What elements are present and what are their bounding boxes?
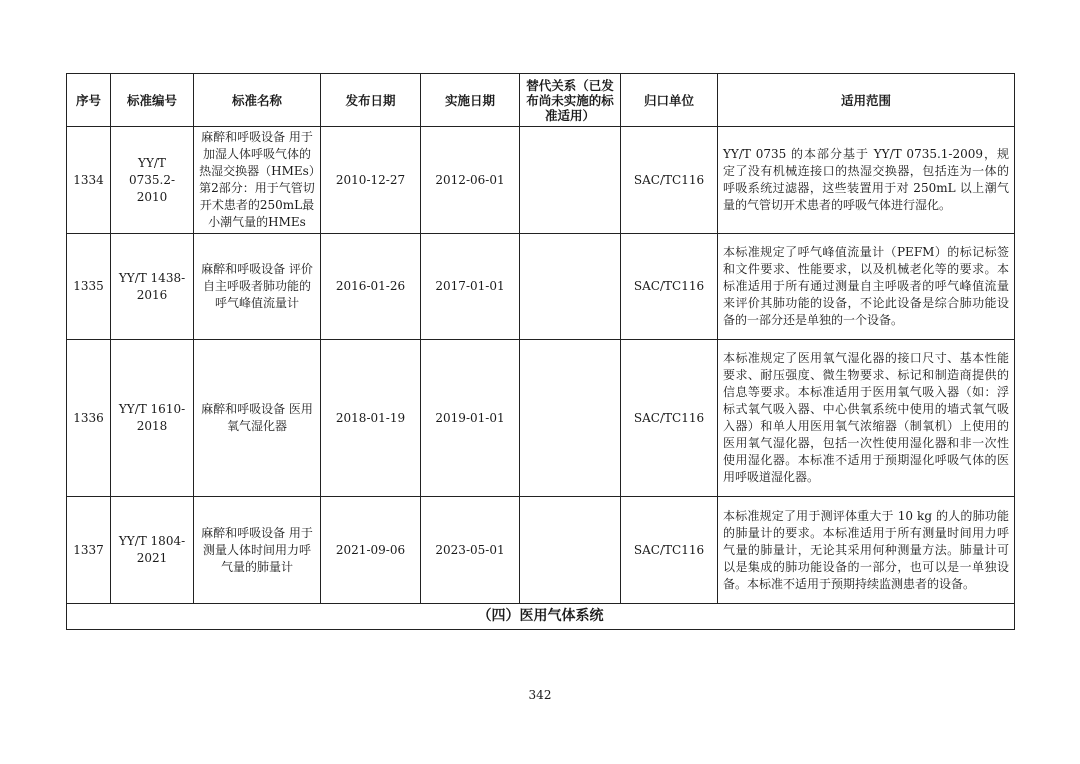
header-replaced: 替代关系（已发布尚未实施的标准适用） xyxy=(520,74,621,127)
row-code: YY/T 1610-2018 xyxy=(111,340,194,497)
row-replaced xyxy=(520,497,621,604)
row-unit: SAC/TC116 xyxy=(621,340,718,497)
row-scope: 本标准规定了医用氧气湿化器的接口尺寸、基本性能要求、耐压强度、微生物要求、标记和制造商提供的信息等要求。本标准适用于医用氧气吸入器（如：浮标式氧气吸入器、中心供氧系统中使用的墙式氧气吸入器）和单人用医用氧气浓缩器（制氧机）上使用的医用氧气湿化器，包括一次性使用湿化器和非一次性使用湿化器。本标准不适用于预期湿化呼吸气体的医用呼吸道湿化器。 xyxy=(718,340,1015,497)
page-number: 342 xyxy=(528,688,552,702)
header-published: 发布日期 xyxy=(321,74,421,127)
row-name: 麻醉和呼吸设备 医用氧气湿化器 xyxy=(194,340,321,497)
row-no: 1337 xyxy=(67,497,111,604)
row-name: 麻醉和呼吸设备 用于加湿人体呼吸气体的热湿交换器（HMEs）第2部分：用于气管切开术患者的250mL最小潮气量的HMEs xyxy=(194,127,321,234)
header-no: 序号 xyxy=(67,74,111,127)
row-unit: SAC/TC116 xyxy=(621,234,718,340)
row-name: 麻醉和呼吸设备 评价自主呼吸者肺功能的呼气峰值流量计 xyxy=(194,234,321,340)
row-effective: 2023-05-01 xyxy=(421,497,520,604)
table-row xyxy=(67,497,1015,604)
row-unit: SAC/TC116 xyxy=(621,127,718,234)
row-published: 2010-12-27 xyxy=(321,127,421,234)
row-scope: YY/T 0735 的本部分基于 YY/T 0735.1-2009，规定了没有机械连接口的热湿交换器，包括连为一体的呼吸系统过滤器，这些装置用于对 250mL 以上潮气量的气管切开术患者的呼吸气体进行湿化。 xyxy=(718,127,1015,234)
row-scope: 本标准规定了呼气峰值流量计（PEFM）的标记标签和文件要求、性能要求，以及机械老化等的要求。本标准适用于所有通过测量自主呼吸者的呼气峰值流量来评价其肺功能的设备，不论此设备是综合肺功能设备的一部分还是单独的一个设备。 xyxy=(718,234,1015,340)
row-no: 1334 xyxy=(67,127,111,234)
row-scope: 本标准规定了用于测评体重大于 10 kg 的人的肺功能的肺量计的要求。本标准适用于所有测量时间用力呼气量的肺量计，无论其采用何种测量方法。肺量计可以是集成的肺功能设备的一部分，也可以是一单独设备。本标准不适用于预期持续监测患者的设备。 xyxy=(718,497,1015,604)
row-effective: 2017-01-01 xyxy=(421,234,520,340)
row-replaced xyxy=(520,127,621,234)
header-name: 标准名称 xyxy=(194,74,321,127)
header-row xyxy=(67,74,1015,127)
row-replaced xyxy=(520,340,621,497)
row-published: 2018-01-19 xyxy=(321,340,421,497)
row-published: 2016-01-26 xyxy=(321,234,421,340)
section-title: （四）医用气体系统 xyxy=(67,604,1015,630)
row-code: YY/T 1804-2021 xyxy=(111,497,194,604)
header-effective: 实施日期 xyxy=(421,74,520,127)
standards-table xyxy=(66,73,1015,630)
section-row xyxy=(67,604,1015,630)
header-unit: 归口单位 xyxy=(621,74,718,127)
row-code: YY/T 0735.2-2010 xyxy=(111,127,194,234)
table-row xyxy=(67,127,1015,234)
row-unit: SAC/TC116 xyxy=(621,497,718,604)
row-effective: 2019-01-01 xyxy=(421,340,520,497)
table-row xyxy=(67,340,1015,497)
row-published: 2021-09-06 xyxy=(321,497,421,604)
row-name: 麻醉和呼吸设备 用于测量人体时间用力呼气量的肺量计 xyxy=(194,497,321,604)
header-scope: 适用范围 xyxy=(718,74,1015,127)
row-code: YY/T 1438-2016 xyxy=(111,234,194,340)
row-effective: 2012-06-01 xyxy=(421,127,520,234)
row-replaced xyxy=(520,234,621,340)
row-no: 1335 xyxy=(67,234,111,340)
row-no: 1336 xyxy=(67,340,111,497)
table-row xyxy=(67,234,1015,340)
header-code: 标准编号 xyxy=(111,74,194,127)
